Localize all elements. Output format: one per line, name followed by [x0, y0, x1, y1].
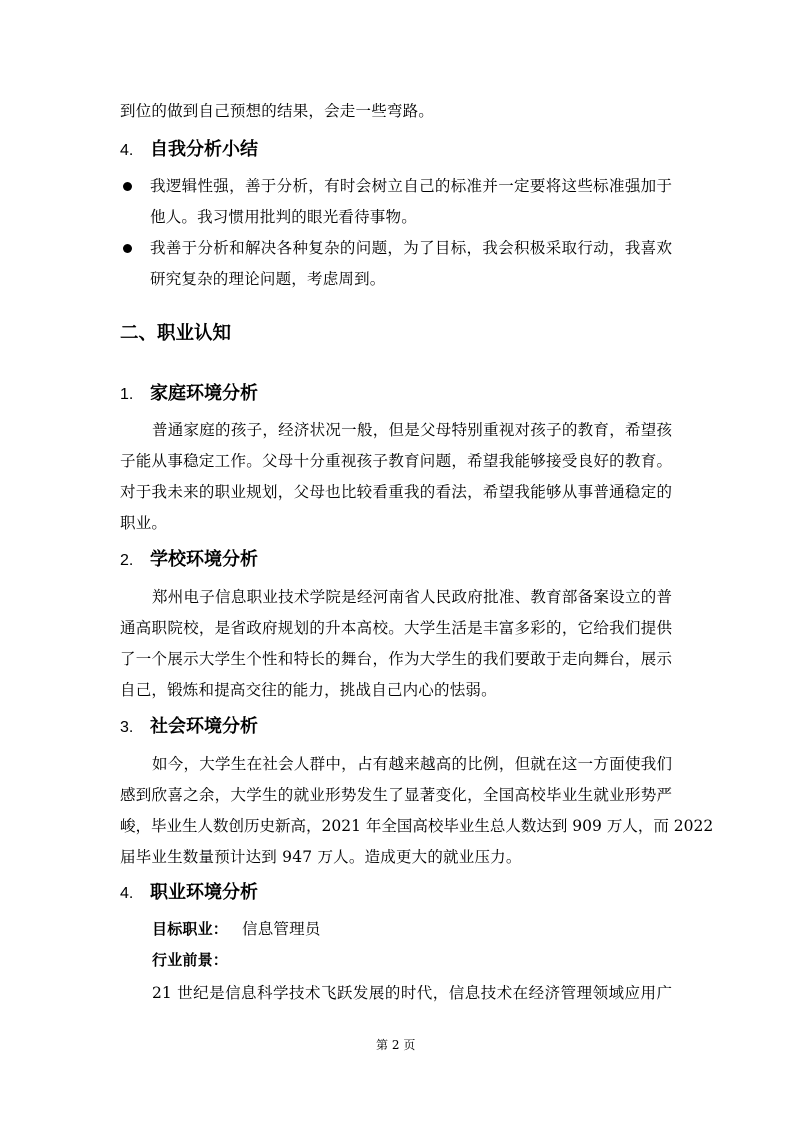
heading-number: 3. [120, 719, 134, 736]
career-heading [120, 881, 258, 906]
industry-prospect-row [152, 950, 228, 970]
family-line-4: 职业。 [120, 514, 168, 532]
footer-prefix: 第 [376, 1038, 389, 1052]
target-career-row [152, 919, 321, 939]
section-title: 二、职业认知 [120, 323, 232, 344]
heading-title: 社会环境分析 [150, 716, 258, 737]
page-number: 2 [391, 1038, 400, 1052]
society-line-4: 届毕业生数量预计达到 947 万人。造成更大的就业压力。 [120, 848, 522, 866]
heading-number: 4. [120, 885, 134, 902]
self-summary-heading [120, 138, 258, 163]
heading-title: 职业环境分析 [150, 882, 258, 903]
page-footer [376, 1037, 415, 1053]
society-line-1: 如今，大学生在社会人群中，占有越来越高的比例，但就在这一方面使我们 [152, 755, 672, 773]
heading-title: 自我分析小结 [150, 139, 258, 160]
bullet-2-line-1: 我善于分析和解决各种复杂的问题，为了目标，我会积极采取行动，我喜欢 [150, 239, 672, 257]
intro-tail-text: 到位的做到自己预想的结果，会走一些弯路。 [120, 102, 435, 120]
footer-suffix: 页 [403, 1038, 416, 1052]
industry-prospect-label: 行业前景： [152, 951, 229, 969]
career-line-1: 21 世纪是信息科学技术飞跃发展的时代，信息技术在经济管理领域应用广 [152, 984, 672, 1002]
bullet-1-line-1: 我逻辑性强，善于分析，有时会树立自己的标准并一定要将这些标准强加于 [150, 177, 672, 195]
bullet-dot-icon [123, 244, 132, 253]
heading-number: 4. [120, 142, 134, 159]
bullet-1-line-2: 他人。我习惯用批判的眼光看待事物。 [150, 208, 417, 226]
family-line-3: 对于我未来的职业规划，父母也比较看重我的看法，希望我能够从事普通稳定的 [120, 483, 672, 501]
school-line-3: 了一个展示大学生个性和特长的舞台，作为大学生的我们要敢于走向舞台，展示 [120, 650, 672, 668]
society-heading [120, 715, 258, 740]
target-career-label: 目标职业： [152, 920, 229, 938]
school-line-4: 自己，锻炼和提高交往的能力，挑战自己内心的怯弱。 [120, 681, 497, 699]
school-line-1: 郑州电子信息职业技术学院是经河南省人民政府批准、教育部备案设立的普 [152, 588, 672, 606]
heading-number: 2. [120, 552, 134, 569]
society-line-3: 峻，毕业生人数创历史新高，2021 年全国高校毕业生总人数达到 909 万人，而 2022 [120, 817, 714, 835]
society-line-2: 感到欣喜之余，大学生的就业形势发生了显著变化，全国高校毕业生就业形势严 [120, 786, 672, 804]
heading-title: 学校环境分析 [150, 549, 258, 570]
bullet-2-line-2: 研究复杂的理论问题，考虑周到。 [150, 270, 386, 288]
heading-number: 1. [120, 386, 134, 403]
family-heading [120, 382, 258, 407]
school-heading [120, 548, 258, 573]
school-line-2: 通高职院校，是省政府规划的升本高校。大学生活是丰富多彩的，它给我们提供 [120, 619, 672, 637]
family-line-1: 普通家庭的孩子，经济状况一般，但是父母特别重视对孩子的教育，希望孩 [152, 421, 672, 439]
heading-title: 家庭环境分析 [150, 383, 258, 404]
family-line-2: 子能从事稳定工作。父母十分重视孩子教育问题，希望我能够接受良好的教育。 [120, 452, 672, 470]
bullet-dot-icon [123, 182, 132, 191]
target-career-value: 信息管理员 [242, 920, 321, 938]
